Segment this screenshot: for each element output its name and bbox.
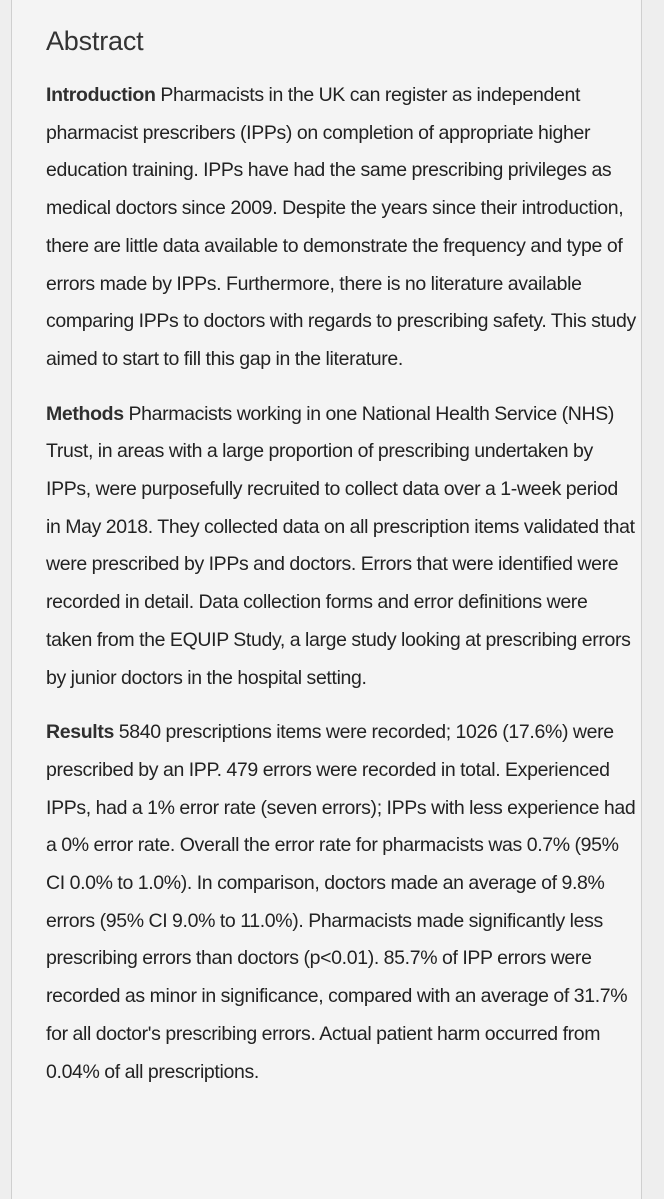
introduction-text: Pharmacists in the UK can register as independent pharmacist prescribers (IPPs) on completion of appropriate higher education training. IPPs have had the same prescribing privileges as medical doctors since 2009. Despite the years since their introduction, there are little data available to demonstrate the frequency and type of errors made by IPPs. Furthermore, there is no literature available comparing IPPs to doctors with regards to prescribing safety. This study aimed to start to fill this gap in the literature. [46,84,636,370]
abstract-heading: Abstract [46,26,144,56]
abstract-panel [11,0,642,1199]
results-text: 5840 prescriptions items were recorded; 1026 (17.6%) were prescribed by an IPP. 479 errors were recorded in total. Experienced IPPs, had a 1% error rate (seven errors); IPPs with less experience had a 0% error rate. Overall the error rate for pharmacists was 0.7% (95% CI 0.0% to 1.0%). In comparison, doctors made an average of 9.8% errors (95% CI 9.0% to 11.0%). Pharmacists made significantly less prescribing errors than doctors (p<0.01). 85.7% of IPP errors were recorded as minor in significance, compared with an average of 31.7% for all doctor's prescribing errors. Actual patient harm occurred from 0.04% of all prescriptions. [46,721,636,1083]
methods-text: Pharmacists working in one National Health Service (NHS) Trust, in areas with a large proportion of prescribing undertaken by IPPs, were purposefully recruited to collect data over a 1-week period in May 2018. They collected data on all prescription items validated that were prescribed by IPPs and doctors. Errors that were identified were recorded in detail. Data collection forms and error definitions were taken from the EQUIP Study, a large study looking at prescribing errors by junior doctors in the hospital setting. [46,402,635,689]
methods-paragraph [46,396,636,698]
methods-label: Methods [46,402,124,425]
abstract-content [46,22,636,1108]
introduction-label: Introduction [46,84,156,106]
results-label: Results [46,721,114,744]
results-paragraph [46,714,636,1091]
introduction-paragraph [46,77,636,379]
